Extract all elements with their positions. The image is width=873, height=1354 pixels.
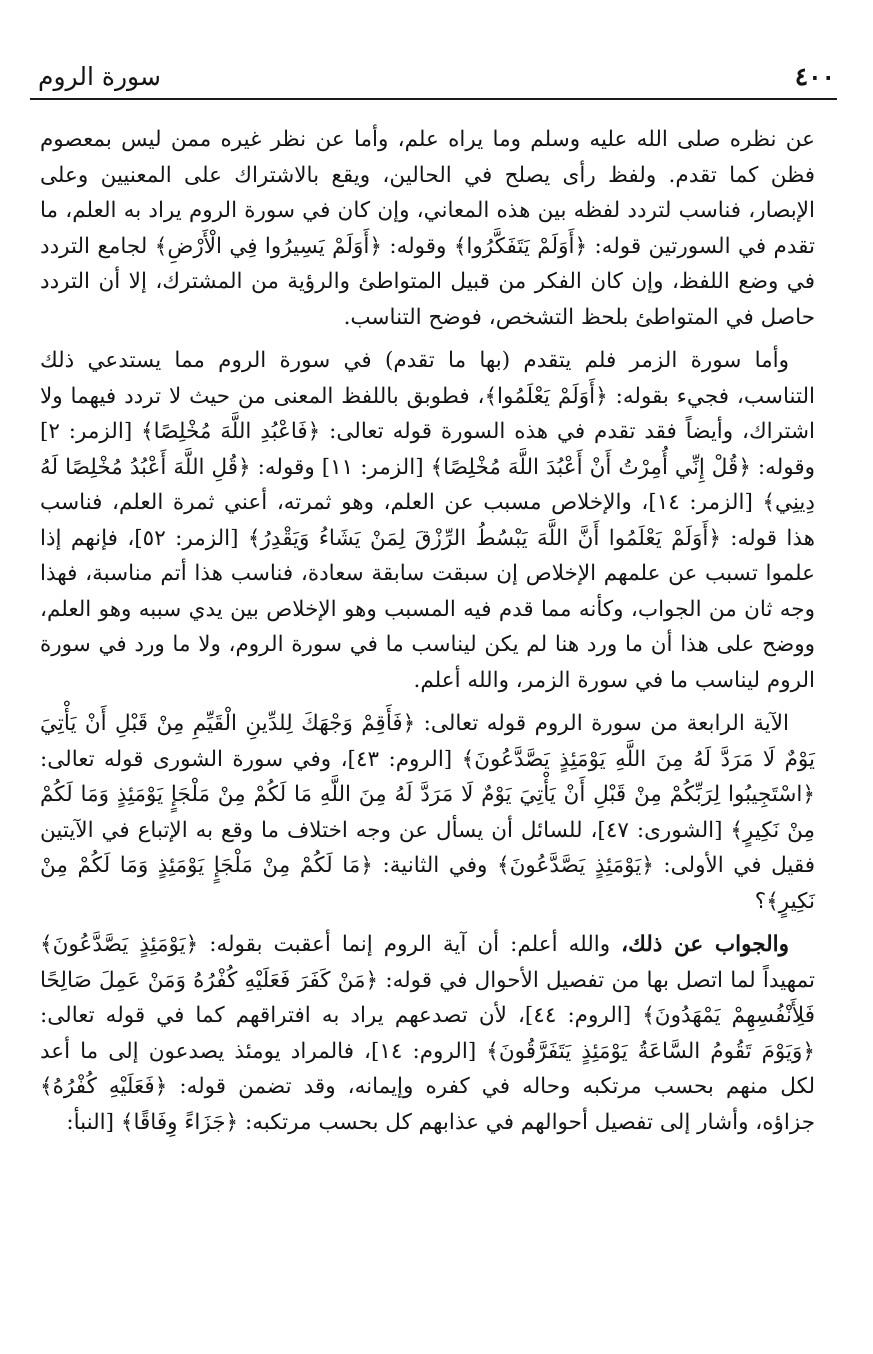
page-body bbox=[40, 122, 815, 1140]
page-header bbox=[30, 56, 843, 96]
answer-lead: والجواب عن ذلك، bbox=[621, 932, 789, 957]
paragraph-text: والله أعلم: أن آية الروم إنما أعقبت بقوله: ﴿يَوْمَئِذٍ يَصَّدَّعُونَ﴾ تمهيداً لما اتصل بها من تفصيل الأحوال في قوله: ﴿مَنْ كَفَرَ فَعَلَيْهِ كُفْرُهُ وَمَنْ عَمِلَ صَالِحًا فَلِأَنْفُسِهِمْ يَمْهَدُونَ﴾ [الروم: ٤٤]، لأن تصدعهم يراد به افتراقهم كما في قوله تعالى: ﴿وَيَوْمَ تَقُومُ السَّاعَةُ يَوْمَئِذٍ يَتَفَرَّقُونَ﴾ [الروم: ١٤]، فالمراد يومئذ يصدعون إلى ما أعد لكل منهم بحسب مرتكبه وحاله في كفره وإيمانه، وقد تضمن قوله: ﴿فَعَلَيْهِ كُفْرُهُ﴾ جزاؤه، وأشار إلى تفصيل أحوالهم في عذابهم كل بحسب مرتكبه: ﴿جَزَاءً وِفَاقًا﴾ [النبأ: bbox=[40, 932, 815, 1135]
paragraph: عن نظره صلى الله عليه وسلم وما يراه علم، وأما عن نظر غيره ممن ليس بمعصوم فظن كما تقدم. ولفظ رأى يصلح في الحالين، ويقع بالاشتراك على المعنيين وعلى الإبصار، فناسب لتردد لفظه بين هذه المعاني، وإن كان في سورة الروم يراد به العلم، ما تقدم في السورتين قوله: ﴿أَوَلَمْ يَتَفَكَّرُوا﴾ وقوله: ﴿أَوَلَمْ يَسِيرُوا فِي الْأَرْضِ﴾ لجامع التردد في وضع اللفظ، وإن كان الفكر من قبيل المتواطئ والرؤية من المشترك، إلا أن التردد حاصل في المتواطئ بلحظ التشخص، فوضح التناسب. bbox=[40, 127, 815, 330]
page-number: ٤٠٠ bbox=[794, 62, 835, 91]
paragraph bbox=[40, 927, 815, 1140]
paragraph: وأما سورة الزمر فلم يتقدم (بها ما تقدم) في سورة الروم مما يستدعي ذلك التناسب، فجيء بقوله: ﴿أَوَلَمْ يَعْلَمُوا﴾، فطوبق باللفظ المعنى من حيث لا تردد فيهما ولا اشتراك، وأيضاً فقد تقدم في هذه السورة قوله تعالى: ﴿فَاعْبُدِ اللَّهَ مُخْلِصًا﴾ [الزمر: ٢] وقوله: ﴿قُلْ إِنِّي أُمِرْتُ أَنْ أَعْبُدَ اللَّهَ مُخْلِصًا﴾ [الزمر: ١١] وقوله: ﴿قُلِ اللَّهَ أَعْبُدُ مُخْلِصًا لَهُ دِينِي﴾ [الزمر: ١٤]، والإخلاص مسبب عن العلم، وهو ثمرته، أعني ثمرة العلم، فناسب هذا قوله: ﴿أَوَلَمْ يَعْلَمُوا أَنَّ اللَّهَ يَبْسُطُ الرِّزْقَ لِمَنْ يَشَاءُ وَيَقْدِرُ﴾ [الزمر: ٥٢]، فإنهم إذا علموا تسبب عن علمهم الإخلاص إن سبقت سابقة سعادة، فناسب هذا أتم مناسبة، فهذا وجه ثان من الجواب، وكأنه مما قدم فيه المسبب وهو الإخلاص بين يدي سببه وهو العلم، ووضح على هذا أن ما ورد هنا لم يكن ليناسب ما في سورة الروم، ولا ما ورد في سورة الروم ليناسب ما في سورة الزمر، والله أعلم. bbox=[40, 348, 816, 693]
paragraph: الآية الرابعة من سورة الروم قوله تعالى: ﴿فَأَقِمْ وَجْهَكَ لِلدِّينِ الْقَيِّمِ مِنْ قَبْلِ أَنْ يَأْتِيَ يَوْمٌ لَا مَرَدَّ لَهُ مِنَ اللَّهِ يَوْمَئِذٍ يَصَّدَّعُونَ﴾ [الروم: ٤٣]، وفي سورة الشورى قوله تعالى: ﴿اسْتَجِيبُوا لِرَبِّكُمْ مِنْ قَبْلِ أَنْ يَأْتِيَ يَوْمٌ لَا مَرَدَّ لَهُ مِنَ اللَّهِ مَا لَكُمْ مِنْ مَلْجَإٍ يَوْمَئِذٍ وَمَا لَكُمْ مِنْ نَكِيرٍ﴾ [الشورى: ٤٧]، للسائل أن يسأل عن وجه اختلاف ما وقع به الإتباع في الآيتين فقيل في الأولى: ﴿يَوْمَئِذٍ يَصَّدَّعُونَ﴾ وفي الثانية: ﴿مَا لَكُمْ مِنْ مَلْجَإٍ يَوْمَئِذٍ وَمَا لَكُمْ مِنْ نَكِيرٍ﴾؟ bbox=[40, 711, 815, 914]
header-rule bbox=[30, 98, 837, 100]
running-title: سورة الروم bbox=[38, 62, 161, 91]
